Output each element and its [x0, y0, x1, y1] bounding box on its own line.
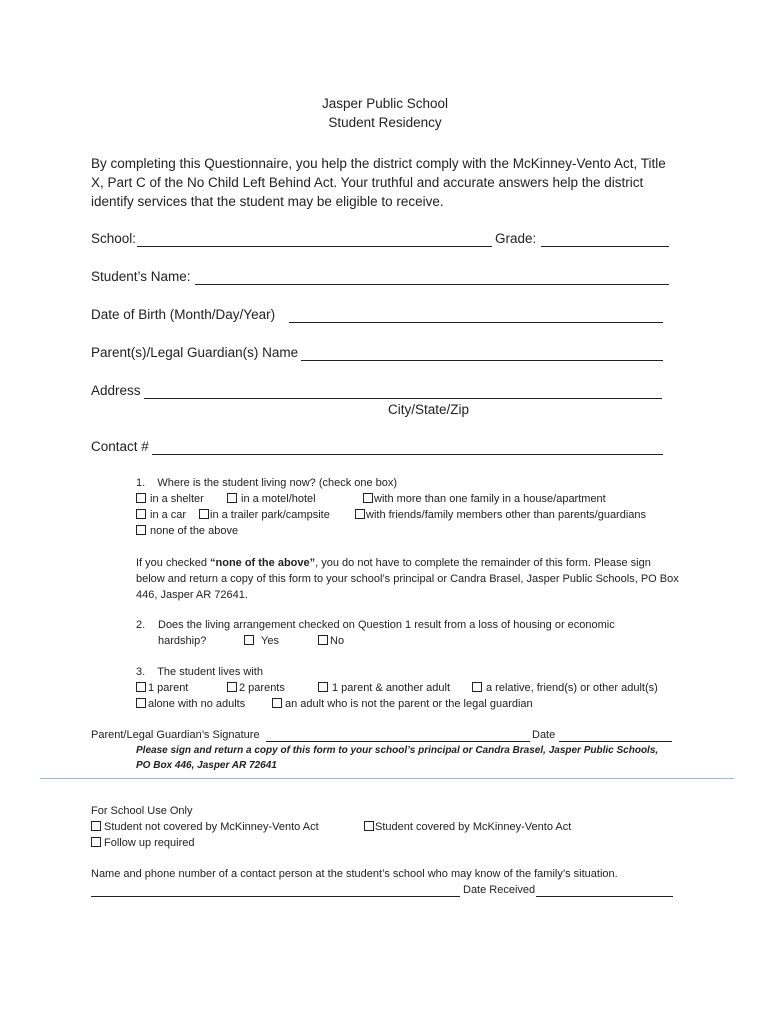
signature-label: Parent/Legal Guardian’s Signature — [91, 729, 260, 741]
school-use-covered[interactable]: Student covered by McKinney-Vento Act — [364, 821, 571, 833]
signature-field[interactable] — [266, 741, 530, 742]
q2-question-cont: hardship? — [158, 635, 207, 647]
student-name-label: Student’s Name: — [91, 269, 191, 284]
checkbox[interactable] — [227, 682, 237, 692]
checkbox[interactable] — [272, 698, 282, 708]
q1-option-car[interactable]: in a car — [136, 509, 186, 521]
contact-person-field[interactable] — [91, 896, 460, 897]
checkbox[interactable] — [364, 821, 374, 831]
school-use-follow-up[interactable]: Follow up required — [91, 837, 195, 849]
dob-field[interactable] — [289, 322, 663, 323]
school-label: School: — [91, 231, 137, 246]
q1-option-none[interactable]: none of the above — [136, 525, 238, 537]
q1-option-friends-family[interactable]: with friends/family members other than parents/guardians — [355, 509, 646, 521]
school-use-title: For School Use Only — [91, 805, 193, 817]
checkbox[interactable] — [91, 821, 101, 831]
checkbox[interactable] — [355, 509, 365, 519]
q3-option-relative[interactable]: a relative, friend(s) or other adult(s) — [472, 682, 658, 694]
checkbox[interactable] — [136, 525, 146, 535]
contact-person-prompt: Name and phone number of a contact person at the student’s school who may know of the family’s situation. — [91, 868, 618, 880]
return-instruction-line1: Please sign and return a copy of this form to your school’s principal or Candra Brasel, Jasper Public Schools, — [136, 745, 659, 756]
q1-option-shelter[interactable]: in a shelter — [136, 493, 204, 505]
address-field[interactable] — [144, 398, 662, 399]
section-divider — [40, 778, 734, 779]
checkbox[interactable] — [363, 493, 373, 503]
form-subtitle: Student Residency — [328, 115, 442, 130]
q1-option-trailer[interactable]: in a trailer park/campsite — [199, 509, 330, 521]
q2-question: Does the living arrangement checked on Question 1 result from a loss of housing or economic — [158, 619, 615, 631]
checkbox[interactable] — [318, 682, 328, 692]
checkbox[interactable] — [318, 635, 328, 645]
checkbox[interactable] — [244, 635, 254, 645]
q3-option-2-parents[interactable]: 2 parents — [227, 682, 285, 694]
checkbox[interactable] — [227, 493, 237, 503]
q1-question: 1. Where is the student living now? (check one box) — [136, 477, 398, 489]
q3-option-alone[interactable]: alone with no adults — [136, 698, 245, 710]
grade-field[interactable] — [541, 246, 669, 247]
guardian-label: Parent(s)/Legal Guardian(s) Name — [91, 345, 299, 360]
school-use-not-covered[interactable]: Student not covered by McKinney-Vento Act — [91, 821, 319, 833]
q3-option-non-guardian[interactable]: an adult who is not the parent or the legal guardian — [272, 698, 533, 710]
form-title: Jasper Public School — [321, 96, 449, 111]
q2-no-option[interactable]: No — [318, 635, 344, 647]
none-of-above-note: If you checked “none of the above”, you do not have to complete the remainder of this form. Please sign below and return a copy of this form to your school’s principal or Candra Brasel, Jasper Public Schools, PO Box 446, Jasper AR 72641. — [136, 557, 679, 601]
q1-option-multi-family[interactable]: with more than one family in a house/apartment — [363, 493, 606, 505]
q3-question: 3. The student lives with — [136, 666, 263, 678]
checkbox[interactable] — [91, 837, 101, 847]
checkbox[interactable] — [136, 682, 146, 692]
contact-label: Contact # — [91, 439, 149, 454]
q3-option-parent-adult[interactable]: 1 parent & another adult — [318, 682, 450, 694]
checkbox[interactable] — [136, 698, 146, 708]
q1-option-motel[interactable]: in a motel/hotel — [227, 493, 316, 505]
grade-label: Grade: — [495, 231, 537, 246]
date-received-label: Date Received — [463, 884, 536, 896]
address-label: Address — [91, 383, 141, 398]
student-name-field[interactable] — [195, 284, 669, 285]
q2-yes-option[interactable]: Yes — [244, 635, 279, 647]
checkbox[interactable] — [136, 493, 146, 503]
signature-date-field[interactable] — [559, 741, 672, 742]
contact-field[interactable] — [152, 454, 663, 455]
signature-date-label: Date — [532, 729, 556, 741]
guardian-field[interactable] — [301, 360, 663, 361]
school-field[interactable] — [137, 246, 492, 247]
checkbox[interactable] — [472, 682, 482, 692]
checkbox[interactable] — [136, 509, 146, 519]
return-instruction-line2: PO Box 446, Jasper AR 72641 — [136, 760, 277, 771]
dob-label: Date of Birth (Month/Day/Year) — [91, 307, 276, 322]
city-state-zip-label: City/State/Zip — [388, 402, 470, 417]
checkbox[interactable] — [199, 509, 209, 519]
q3-option-1-parent[interactable]: 1 parent — [136, 682, 188, 694]
q2-number: 2. — [136, 619, 146, 631]
intro-paragraph: By completing this Questionnaire, you help the district comply with the McKinney-Vento Act, Title X, Part C of the No Child Left Behind Act. Your truthful and accurate answers help the district identify services that the student may be eligible to receive. — [91, 156, 666, 209]
date-received-field[interactable] — [536, 896, 673, 897]
